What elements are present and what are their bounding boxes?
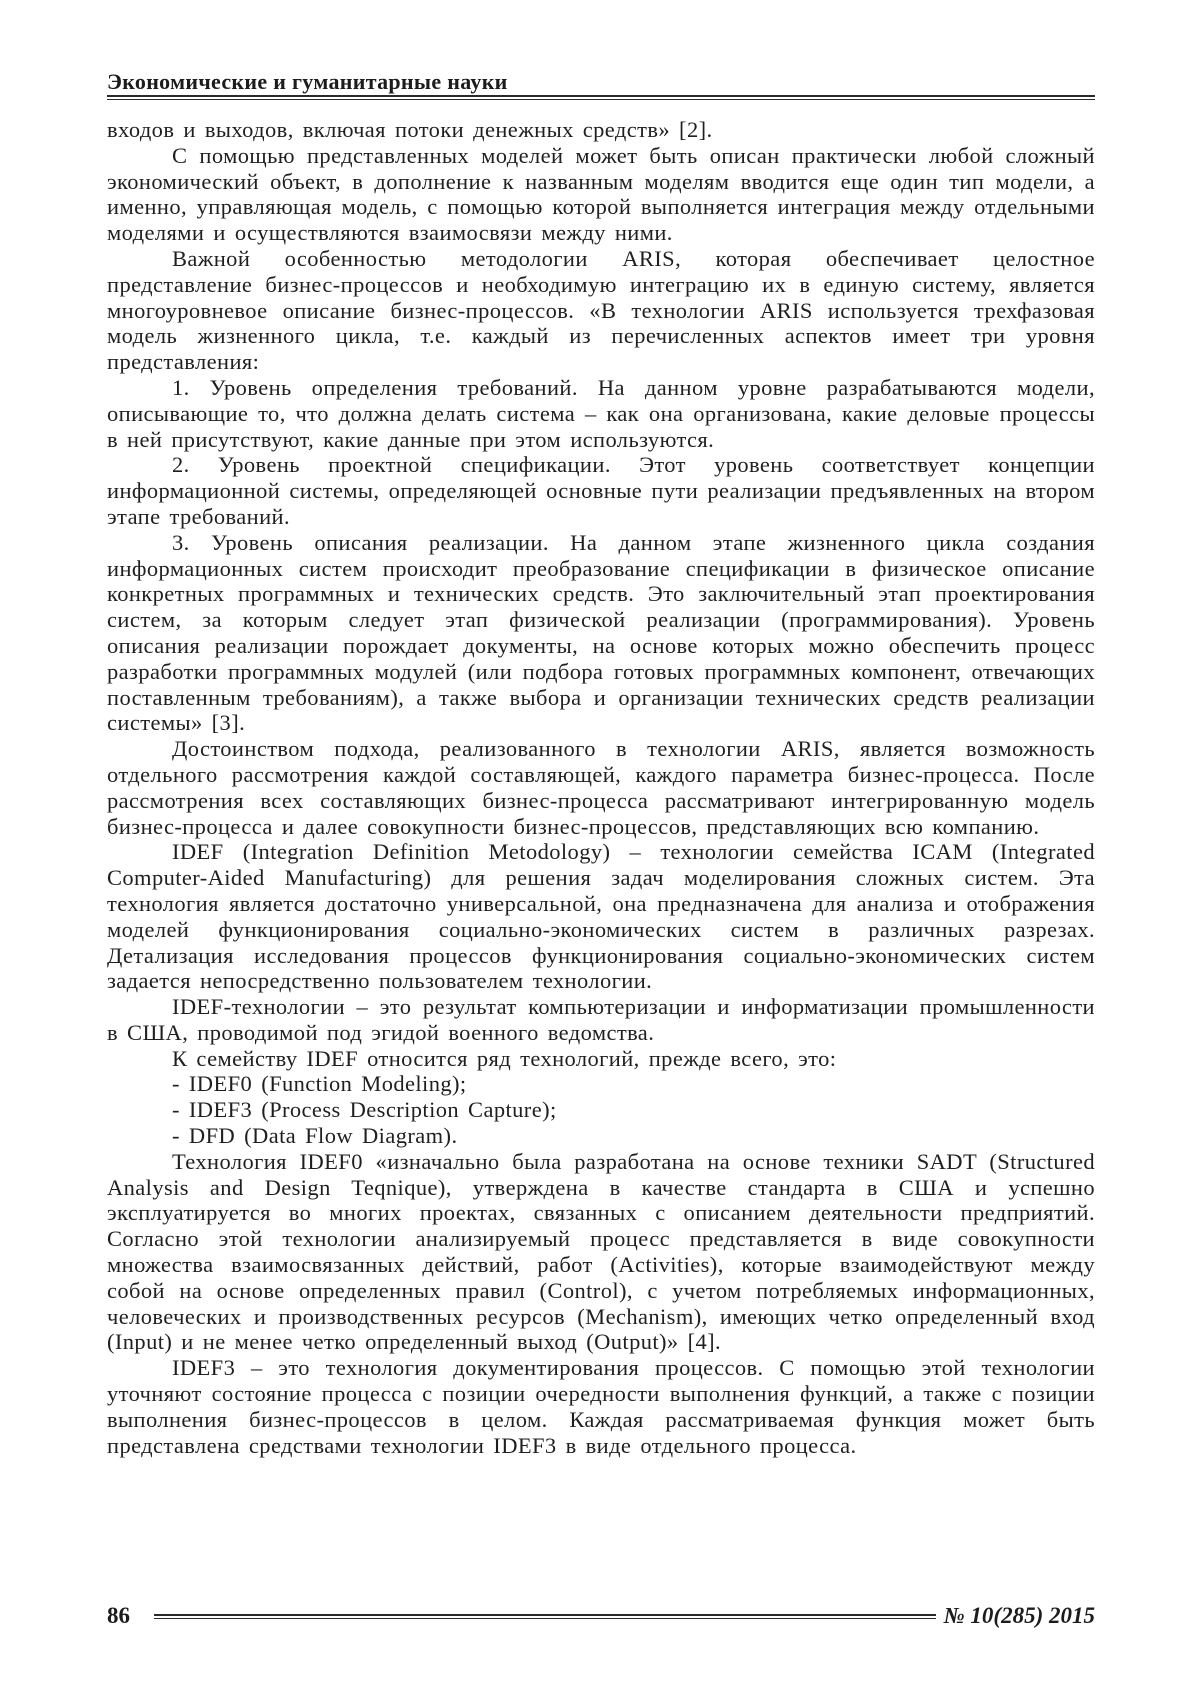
paragraph: 3. Уровень описания реализации. На данном этапе жизненного цикла создания информационных систем происходит преобразование спецификации в физическое описание конкретных программных и технических средств. Это заключительный этап проектирования систем, за которым следует этап физической реализации (программирования). Уровень описания реализации порождает документы, на основе которых можно обеспечить процесс разработки программных модулей (или подбора готовых программных компонент, отвечающих поставленным требованиям), а также выбора и организации технических средств реализации системы» [3]. — [107, 529, 1095, 736]
running-head-title: Экономические и гуманитарные науки — [107, 69, 508, 94]
content-area — [107, 0, 1095, 1458]
header-rule — [107, 95, 1095, 100]
paragraph: IDEF-технологии – это результат компьютеризации и информатизации промышленности в США, проводимой под эгидой военного ведомства. — [107, 994, 1095, 1045]
paragraph: - DFD (Data Flow Diagram). — [172, 1123, 458, 1149]
journal-issue: № 10(285) 2015 — [943, 1603, 1095, 1628]
paragraph: IDEF (Integration Definition Metodology) – технологии семейства ICAM (Integrated Computer-Aided Manufacturing) для решения задач моделирования сложных систем. Эта технология является достаточно универсальной, она предназначена для анализа и отображения моделей функционирования социально-экономических систем в различных разрезах. Детализация исследования процессов функционирования социально-экономических систем задается непосредственно пользователем технологии. — [107, 839, 1095, 994]
page-number: 86 — [107, 1603, 130, 1628]
body-paragraphs — [107, 117, 1095, 1458]
page-footer — [107, 1600, 1095, 1632]
paragraph: IDEF3 – это технология документирования процессов. С помощью этой технологии уточняют состояние процесса с позиции очередности выполнения функций, а также с позиции выполнения бизнес-процессов в целом. Каждая рассматриваемая функция может быть представлена средствами технологии IDEF3 в виде отдельного процесса. — [107, 1355, 1095, 1458]
paragraph: 1. Уровень определения требований. На данном уровне разрабатываются модели, описывающие то, что должна делать система – как она организована, какие деловые процессы в ней присутствуют, какие данные при этом используются. — [107, 374, 1095, 452]
running-head — [107, 0, 1095, 100]
paragraph: Достоинством подхода, реализованного в технологии ARIS, является возможность отдельного рассмотрения каждой составляющей, каждого параметра бизнес-процесса. После рассмотрения всех составляющих бизнес-процесса рассматривают интегрированную модель бизнес-процесса и далее совокупности бизнес-процессов, представляющих всю компанию. — [107, 736, 1095, 839]
paragraph: - IDEF3 (Process Description Capture); — [172, 1097, 557, 1123]
paragraph: входов и выходов, включая потоки денежных средств» [2]. — [107, 117, 713, 142]
paragraph: С помощью представленных моделей может быть описан практически любой сложный экономический объект, в дополнение к названным моделям вводится еще один тип модели, а именно, управляющая модель, с помощью которой выполняется интеграция между отдельными моделями и осуществляются взаимосвязи между ними. — [107, 142, 1095, 246]
footer-rule — [154, 1614, 936, 1619]
paragraph: Технология IDEF0 «изначально была разработана на основе техники SADT (Structured Analysis and Design Teqnique), утверждена в качестве стандарта в США и успешно эксплуатируется во многих проектах, связанных с описанием деятельности предприятий. Согласно этой технологии анализируемый процесс представляется в виде совокупности множества взаимосвязанных действий, работ (Activities), которые взаимодействуют между собой на основе определенных правил (Control), с учетом потребляемых информационных, человеческих и производственных ресурсов (Mechanism), имеющих четко определенный вход (Input) и не менее четко определенный выход (Output)» [4]. — [107, 1148, 1095, 1355]
paragraph: - IDEF0 (Function Modeling); — [172, 1071, 467, 1097]
paragraph: 2. Уровень проектной спецификации. Этот уровень соответствует концепции информационной системы, определяющей основные пути реализации предъявленных на втором этапе требований. — [107, 452, 1095, 529]
paragraph: Важной особенностью методологии ARIS, которая обеспечивает целостное представление бизнес-процессов и необходимую интеграцию их в единую систему, является многоуровневое описание бизнес-процессов. «В технологии ARIS используется трехфазовая модель жизненного цикла, т.е. каждый из перечисленных аспектов имеет три уровня представления: — [107, 245, 1095, 375]
paragraph: К семейству IDEF относится ряд технологий, прежде всего, это: — [172, 1045, 837, 1071]
